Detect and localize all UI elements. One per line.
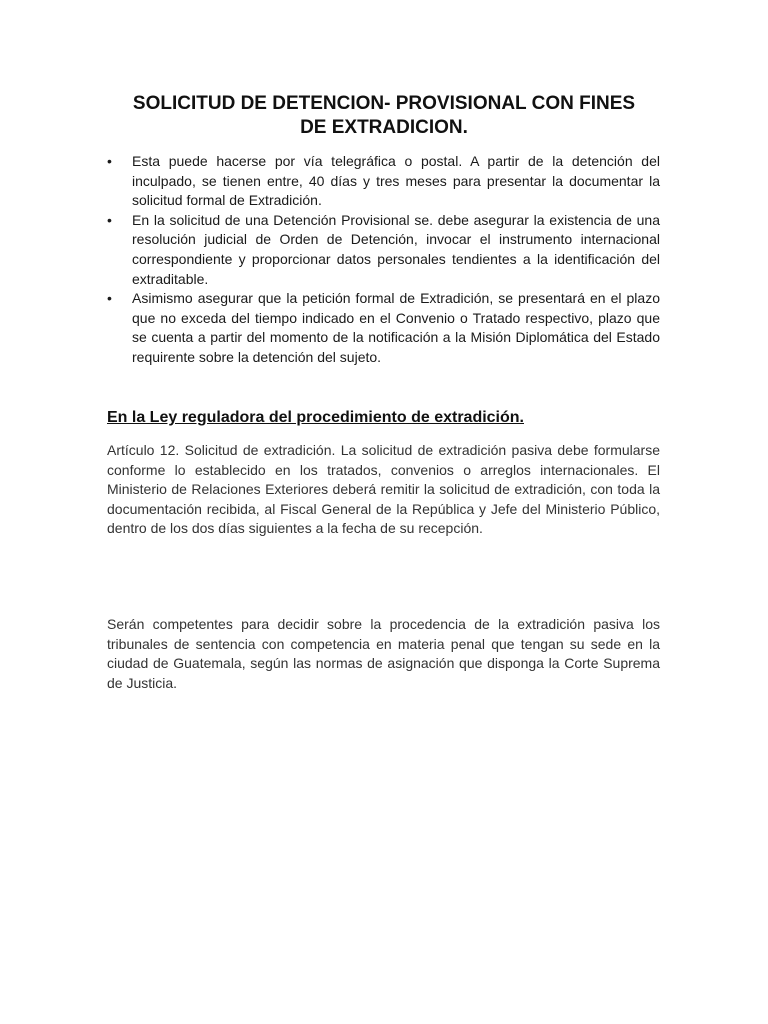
paragraph-articulo-12: Artículo 12. Solicitud de extradición. La solicitud de extradición pasiva debe formularse conforme lo establecido en los tratados, convenios o arreglos internacionales. El Ministerio de Relaciones Exteriores deberá remitir la solicitud de extradición, con toda la documentación recibida, al Fiscal General de la República y Jefe del Ministerio Público, dentro de los dos días siguientes a la fecha de su recepción. [107,442,660,537]
document-title [100,92,668,140]
document-title-line-1: SOLICITUD DE DETENCION- PROVISIONAL CON FINES [132,93,636,114]
section-heading-ley-reguladora: En la Ley reguladora del procedimiento de extradición. [107,409,524,426]
bullet-list [107,152,660,368]
bullet-item-provisional-detention: • En la solicitud de una Detención Provisional se. debe asegurar la existencia de una resolución judicial de Orden de Detención, invocar el instrumento internacional correspondiente y proporcionar datos personales tendientes a la identificación del extraditable. [107,211,660,289]
bullet-item-formal-petition: • Asimismo asegurar que la petición formal de Extradición, se presentará en el plazo que no exceda del tiempo indicado en el Convenio o Tratado respectivo, plazo que se cuenta a partir del momento de la notificación a la Misión Diplomática del Estado requirente sobre la detención del sujeto. [107,289,660,367]
document-title-line-2: DE EXTRADICION. [300,117,468,138]
bullet-item-telegraphic: • Esta puede hacerse por vía telegráfica o postal. A partir de la detención del inculpado, se tienen entre, 40 días y tres meses para presentar la documentar la solicitud formal de Extradición. [107,152,660,211]
paragraph-competencia: Serán competentes para decidir sobre la procedencia de la extradición pasiva los tribunales de sentencia con competencia en materia penal que tengan su sede en la ciudad de Guatemala, según las normas de asignación que disponga la Corte Suprema de Justicia. [107,616,660,691]
